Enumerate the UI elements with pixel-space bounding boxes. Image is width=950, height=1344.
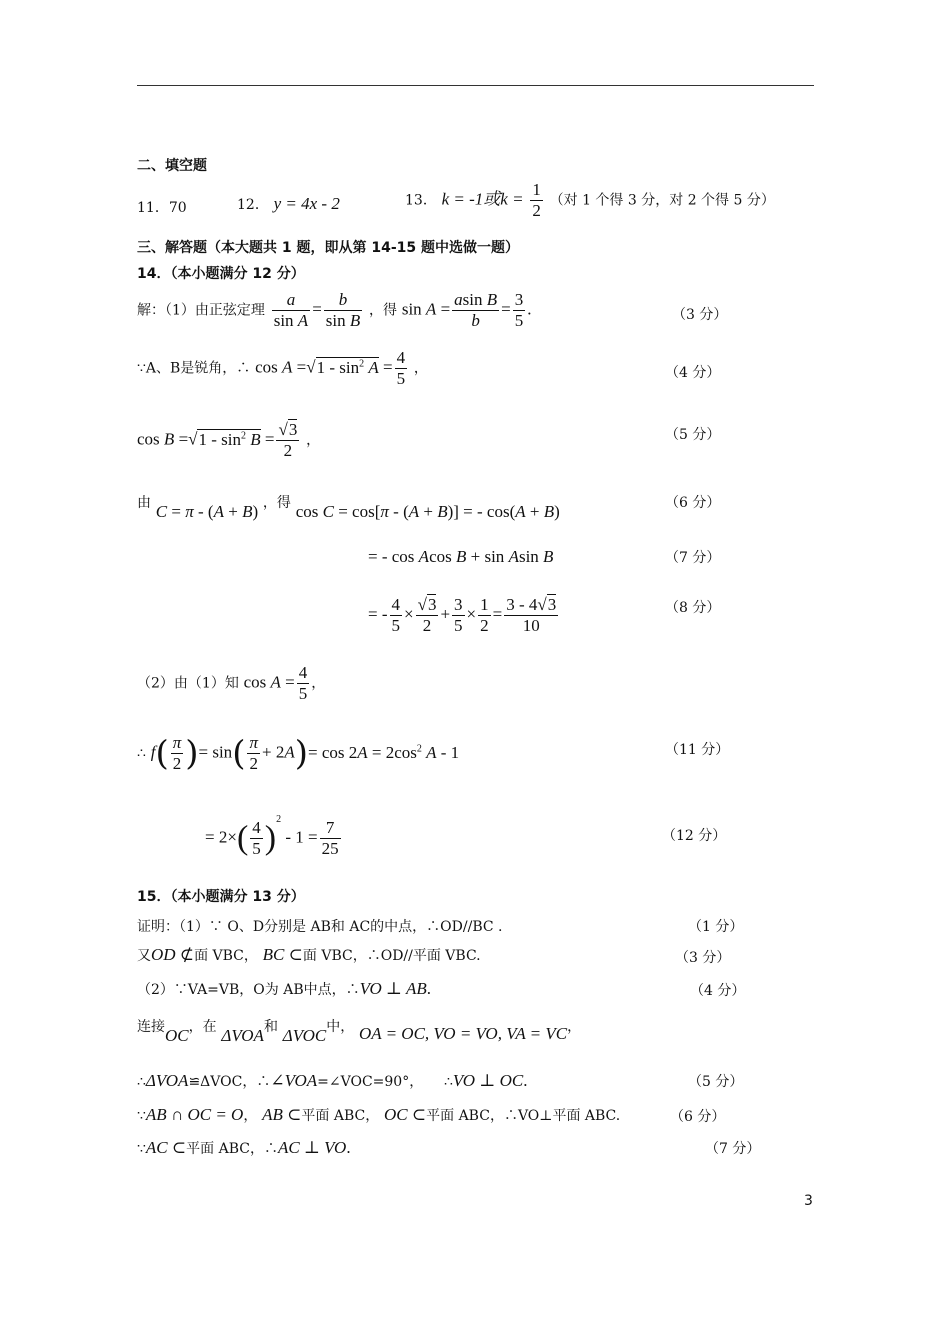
- q15-line-5-f: ∴: [444, 1074, 453, 1090]
- q14-fraction-a-sinA: $\frac{a}{\text{sin A}}$: [273, 290, 309, 330]
- q15-line-5: ∴ΔVOA≌ΔVOC，∴∠VOA=∠VOC=90°， ∴VO ⊥ OC.: [137, 1071, 528, 1090]
- section-heading-fill-in: 二、填空题: [137, 158, 207, 174]
- q15-points-7: （7 分）: [705, 1141, 761, 1157]
- q14-line-6: = - $\frac{4}{5}$ × $\frac{√3}{2}$ + $\frac{3}{5}$ × $\frac{1}{2}$ = $\frac{3 - 4√3}{10}$: [368, 595, 557, 635]
- q14-fraction-3-5: $\frac{3}{5}$: [514, 290, 524, 330]
- q15-line-2-b: 面 VBC，: [194, 948, 258, 964]
- q15-line-5-b: ΔVOA: [145, 1071, 189, 1090]
- q15-line-2-pre: 又: [137, 948, 151, 964]
- fraction-numerator: 1: [532, 180, 541, 199]
- q14-fraction-4-5b: $\frac{4}{5}$: [391, 595, 400, 635]
- q15-line-4-t2: ΔVOC: [282, 1026, 327, 1045]
- q15-line-5-a: ∴: [137, 1074, 146, 1090]
- q15-line-5-e: =∠VOC=90°，: [317, 1074, 424, 1090]
- q14-fraction-asinB-b: $\frac{\text{asin B}}{b}$: [454, 290, 498, 330]
- q15-line-6: [137, 1105, 620, 1125]
- q14-line-4-text: 由: [137, 495, 151, 511]
- q15-line-6-a: ∵: [137, 1108, 146, 1124]
- q14-points-8: （8 分）: [665, 600, 721, 616]
- q15-points-6: （6 分）: [670, 1109, 726, 1125]
- q15-line-5-d: ∠VOA: [270, 1071, 318, 1090]
- answer-11: 11．70: [137, 200, 187, 216]
- q14-line-1-mid: ，得: [369, 302, 398, 319]
- q15-line-7-a: ∵: [137, 1141, 146, 1157]
- q14-points-3: （3 分）: [672, 307, 728, 323]
- q14-line-8: ∴ f( $\frac{\pi}{2}$ )= sin( $\frac{\pi}{2}$ + $2A)= \cos 2A = 2\cos^2$ A - 1: [137, 733, 460, 774]
- q14-line-2: ∵A、B是锐角，∴ $\cos A =√1 - \sin^2 A$ = $\frac{4}{5}$ ，: [137, 348, 428, 388]
- answer-13-label: 13．: [405, 192, 437, 209]
- q14-fraction-b-sinB: $\frac{b}{\text{sin B}}$: [325, 290, 361, 330]
- q15-line-6-g: 平面 ABC，∴VO⊥平面 ABC.: [426, 1108, 621, 1124]
- q15-points-3: （3 分）: [675, 950, 731, 966]
- q14-fraction-4-5d: $\frac{4}{5}$: [252, 818, 261, 858]
- q15-line-6-e: 平面 ABC，: [301, 1108, 380, 1124]
- page-number: 3: [804, 1193, 813, 1209]
- q15-line-4-b: ，在: [188, 1019, 217, 1035]
- q14-line-9: = 2×( $\frac{4}{5}$ )$^2$ - 1 = $\frac{7}{25}$: [205, 813, 339, 858]
- q14-points-4: （4 分）: [665, 365, 721, 381]
- q15-line-7-d: AC ⊥ VO: [277, 1138, 347, 1157]
- q14-fraction-sqrt3-2b: $\frac{√3}{2}$: [417, 595, 437, 635]
- answer-12: [237, 194, 340, 214]
- q15-line-5-g: VO ⊥ OC: [452, 1071, 524, 1090]
- q15-line-4-t1: ΔVOA: [221, 1026, 264, 1045]
- q15-line-1: 证明：（1）∵ O、D分别是 AB和 AC的中点，∴OD//BC .: [137, 919, 503, 935]
- q15-line-4: [137, 1016, 582, 1045]
- answer-12-expr: y = 4x - 2: [273, 194, 340, 213]
- q14-heading: 14．（本小题满分 12 分）: [137, 266, 305, 282]
- q15-line-2-c: BC ⊂: [262, 945, 303, 964]
- q15-line-3: （2）∵VA=VB，O为 AB中点，∴VO ⊥ AB.: [137, 979, 431, 998]
- answer-13-fraction: [530, 180, 543, 221]
- q14-fraction-sqrt3-2: $\frac{√3}{2}$: [278, 420, 298, 460]
- q14-points-12: （12 分）: [662, 828, 727, 844]
- section-heading-solutions: 三、解答题（本大题共 1 题，即从第 14-15 题中选做一题）: [137, 240, 520, 256]
- q14-line-7-text: （2）由（1）知: [137, 675, 239, 692]
- q14-points-6: （6 分）: [665, 495, 721, 511]
- q14-fraction-4-5c: $\frac{4}{5}$: [298, 663, 308, 703]
- q14-fraction-result: $\frac{3 - 4√3}{10}$: [506, 595, 557, 635]
- q15-line-6-f: OC ⊂: [384, 1105, 427, 1124]
- q14-fraction-1-2: $\frac{1}{2}$: [480, 595, 489, 635]
- q14-line-4: 由 C = π - (A + B) ，得 cos C = cos[π - (A + B)] = - cos(A + B): [137, 495, 560, 521]
- q15-line-4-oc: OC: [165, 1026, 189, 1045]
- q15-line-4-eq: OA = OC, VO = VO, VA = VC: [358, 1024, 568, 1043]
- q15-line-6-d: AB ⊂: [262, 1105, 302, 1124]
- q14-points-7: （7 分）: [665, 550, 721, 566]
- q15-line-4-a: 连接: [137, 1019, 165, 1035]
- answer-13-note: （对 1 个得 3 分，对 2 个得 5 分）: [549, 192, 775, 209]
- q15-points-4: （4 分）: [690, 983, 746, 999]
- header-rule: [137, 85, 814, 86]
- q14-fraction-7-25: $\frac{7}{25}$: [321, 818, 339, 858]
- q15-line-3-pre: （2）∵VA=VB，O为 AB中点，∴: [137, 982, 360, 998]
- q15-line-4-c: 和: [263, 1019, 278, 1035]
- q14-line-2-text: ∵A、B是锐角，∴: [137, 360, 251, 377]
- q15-line-7-c: 平面 ABC，∴: [186, 1141, 278, 1157]
- q15-line-3-math: VO ⊥ AB: [359, 979, 427, 998]
- q15-line-4-d: 中，: [326, 1019, 355, 1035]
- q14-line-3: $\cos B =√1 - \sin^2 B$ = $\frac{√3}{2}$ ，: [137, 420, 321, 460]
- q15-line-7: ∵AC ⊂平面 ABC，∴AC ⊥ VO.: [137, 1138, 351, 1157]
- q15-heading: 15．（本小题满分 13 分）: [137, 889, 305, 905]
- q14-fraction-3-5b: $\frac{3}{5}$: [454, 595, 463, 635]
- q15-line-2-a: OD ⊄: [151, 945, 195, 964]
- q15-line-4-end: ，: [567, 1019, 582, 1035]
- q14-points-11: （11 分）: [665, 742, 730, 758]
- q15-line-2-d: 面 VBC，∴OD//平面 VBC.: [302, 948, 481, 964]
- q14-line-8-text: ∴: [137, 745, 146, 762]
- q15-line-5-c: ≌ΔVOC，∴: [188, 1074, 271, 1090]
- q15-points-5: （5 分）: [688, 1074, 744, 1090]
- q14-fraction-pi-2: $\frac{\pi}{2}$: [172, 733, 182, 773]
- q14-line-5: = - cos Acos B + sin Asin B: [368, 547, 554, 566]
- answer-13: [405, 180, 775, 221]
- q14-fraction-pi-2b: $\frac{\pi}{2}$: [249, 733, 258, 773]
- q14-line-4-mid: ，得: [262, 495, 291, 511]
- q15-line-6-b: AB ∩ OC = O: [145, 1105, 244, 1124]
- q14-line-1-text: 解：（1）由正弦定理: [137, 302, 265, 319]
- answer-12-label: 12．: [237, 197, 269, 213]
- q14-points-5: （5 分）: [665, 427, 721, 443]
- q14-line-7: （2）由（1）知 cos A = $\frac{4}{5}$ ，: [137, 663, 326, 703]
- q15-line-2: [137, 945, 481, 965]
- q15-points-1: （1 分）: [688, 919, 744, 935]
- answer-13-expr: k = -1或k =: [441, 189, 524, 209]
- q15-line-6-c: ，: [243, 1108, 258, 1124]
- q14-line-1: 解：（1）由正弦定理 $\frac{a}{\text{sin A}}$ = $\frac{b}{\text{sin B}}$ ，得 sin A = $\frac{\text{asin B}}{b}$ = $\frac{3}{5}$ .: [137, 290, 532, 330]
- q14-fraction-4-5: $\frac{4}{5}$: [396, 348, 406, 388]
- fraction-denominator: 2: [532, 201, 541, 220]
- q15-line-7-b: AC ⊂: [145, 1138, 187, 1157]
